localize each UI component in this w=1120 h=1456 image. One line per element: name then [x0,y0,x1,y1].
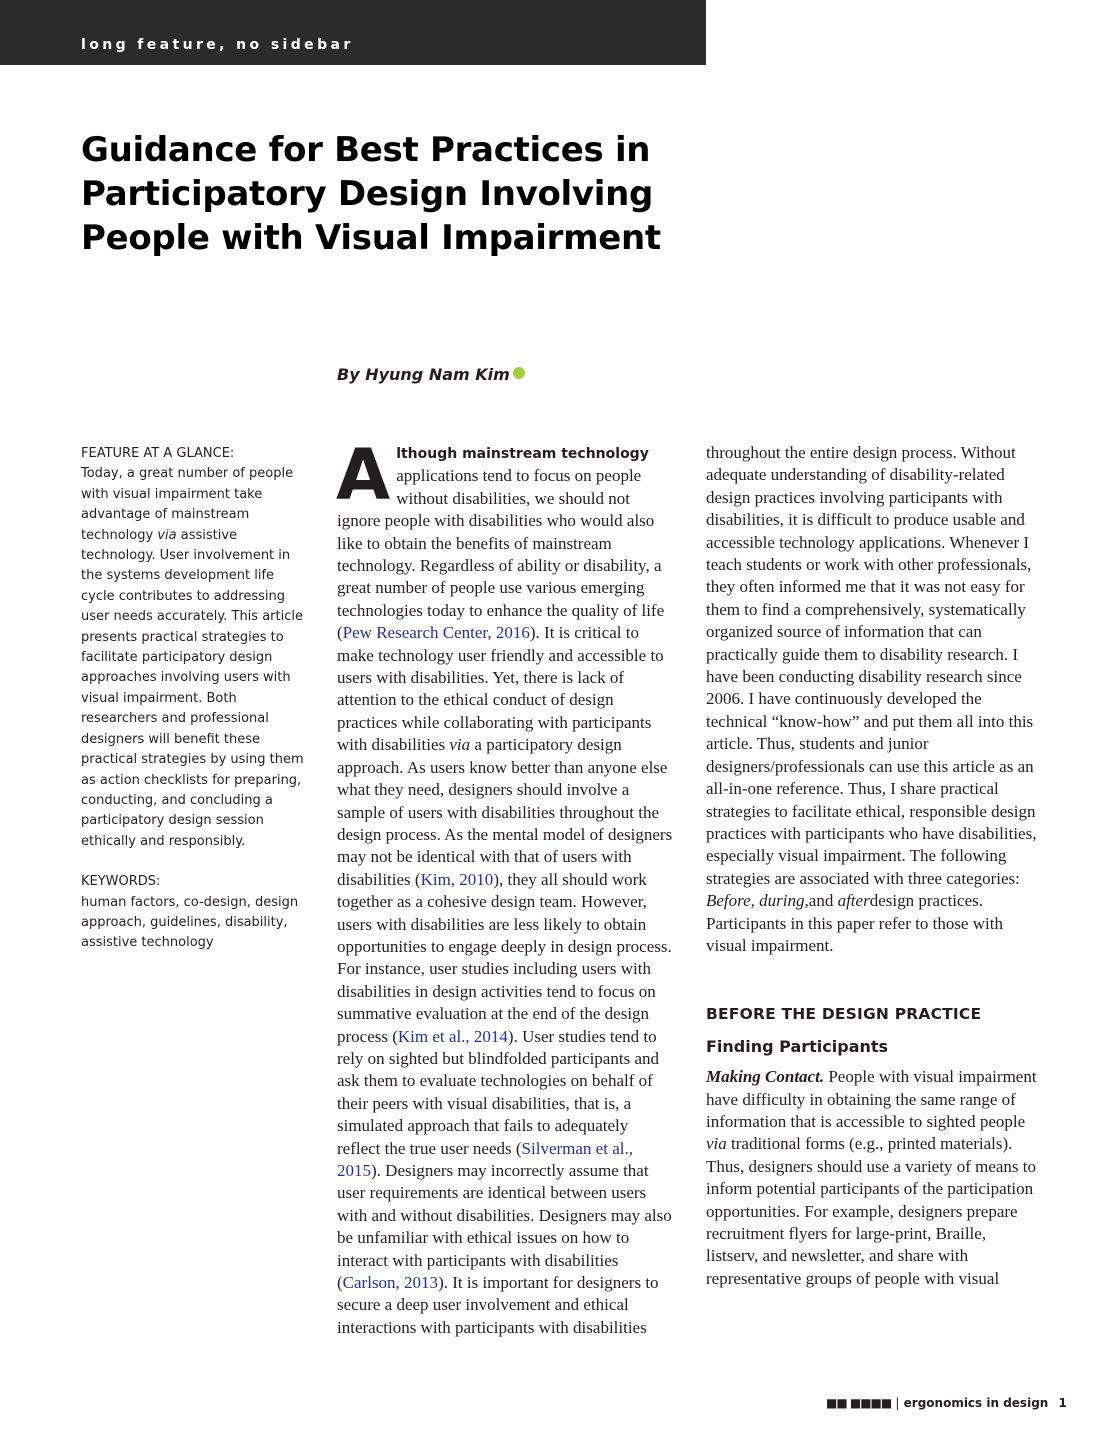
byline [337,365,525,384]
feature-at-a-glance [81,444,311,954]
orcid-icon[interactable] [513,367,525,379]
intro-paragraph-continued: throughout the entire design process. Without adequate understanding of disability-related design practices involving participants with disabilities, it is difficult to produce usable and accessible technology applications. Whenever I teach students or work with other professionals, they often informed me that it was not easy for them to find a comprehensively, systematically organized source of information that can practically guide them to disability research. I have been conducting disability research since 2006. I have continuously developed the technical “know-how” and put them all into this article. Thus, students and junior designers/professionals can use this article as an all-in-one reference. Thus, I share practical strategies to facilitate ethical, responsible design practices with participants who have disabilities, especially visual impairment. The following strategies are associated with three categories: Before, during,and afterdesign practices. Participants in this paper refer to those with visual impairment. [706,443,1037,955]
drop-cap: A [336,434,391,516]
intro-paragraph: Although mainstream technology applications tend to focus on people without disabilities, we should not ignore people with disabilities who would also like to obtain the benefits of mainstream technology. Regardless of ability or disability, a great number of people use various emerging technologies today to enhance the quality of life (Pew Research Center, 2016). It is critical to make technology user friendly and accessible to users with disabilities. Yet, there is lack of attention to the ethical conduct of design practices while collaborating with participants with disabilities via a participatory design approach. As users know better than anyone else what they need, designers should involve a sample of users with disabilities throughout the design process. As the mental model of designers may not be identical with that of users with disabilities (Kim, 2010), they all should work together as a cohesive design team. However, users with disabilities are less likely to obtain opportunities to engage deeply in design process. For instance, user studies including users with disabilities in design activities tend to focus on summative evaluation at the end of the design process (Kim et al., 2014). User studies tend to rely on sighted but blindfolded participants and ask them to evaluate technologies on behalf of their peers with visual disabilities, that is, a simulated approach that fails to adequately reflect the true user needs (Silverman et al., 2015). Designers may incorrectly assume that user requirements are identical between users with and without disabilities. Designers may also be unfamiliar with ethical issues on how to interact with participants with disabilities (Carlson, 2013). It is important for designers to secure a deep user involvement and ethical interactions with participants with disabilities [336,434,673,1337]
body-column-2 [706,442,1042,1290]
keywords-text: human factors, co-design, design approach, guidelines, disability, assistive technology [81,894,299,951]
citation-link[interactable]: Kim et al., 2014 [397,1026,508,1046]
page-number: 1 [1058,1396,1067,1410]
subsection-heading: Finding Participants [706,1036,889,1056]
page-footer [826,1396,1067,1410]
issue-marks: ■■ ■■■■ [826,1396,892,1410]
run-in-heading: Making Contact. [706,1067,825,1087]
article-title: Guidance for Best Practices in Participatory Design Involving People with Visual Impairment [81,130,661,258]
lead-in: lthough mainstream technology [396,446,649,462]
body-column-1 [336,434,673,1339]
citation-link[interactable]: Kim, 2010 [420,869,494,889]
paragraph-text: via [706,1134,727,1154]
citation-link[interactable]: Silverman et al., 2015 [337,1138,633,1180]
keywords-heading: KEYWORDS: [81,874,161,890]
journal-name: ergonomics in design [903,1396,1049,1410]
section-header-bar [0,0,706,65]
paragraph-text: traditional forms (e.g., printed materials). Thus, designers should use a variety of means to inform potential participants of the participation opportunities. For example, designers prepare recruitment flyers for large-print, Braille, listserv, and newsletter, and share with representative groups of people with visual [706,1134,1037,1288]
author-name: By Hyung Nam Kim [337,365,510,384]
abstract-text: Today, a great number of people with visual impairment take advantage of mainstream technology via assistive technology. User involvement in the systems development life cycle contributes to addressing user needs accurately. This article presents practical strategies to facilitate participatory design approaches involving users with visual impairment. Both researchers and professional designers will benefit these practical strategies by using them as action checklists for preparing, conducting, and concluding a participatory design session ethically and responsibly. [81,466,304,849]
citation-link[interactable]: Pew Research Center, 2016 [342,623,530,643]
paragraph-text: People with visual impairment have difficulty in obtaining the same range of information that is accessible to sighted people [706,1067,1037,1131]
abstract-heading: FEATURE AT A GLANCE: [81,446,235,461]
section-label: long feature, no sidebar [81,37,354,53]
making-contact-paragraph [706,1066,1042,1290]
section-heading: BEFORE THE DESIGN PRACTICE [706,1005,982,1024]
citation-link[interactable]: Carlson, 2013 [342,1273,439,1293]
footer-separator: | [895,1396,900,1410]
